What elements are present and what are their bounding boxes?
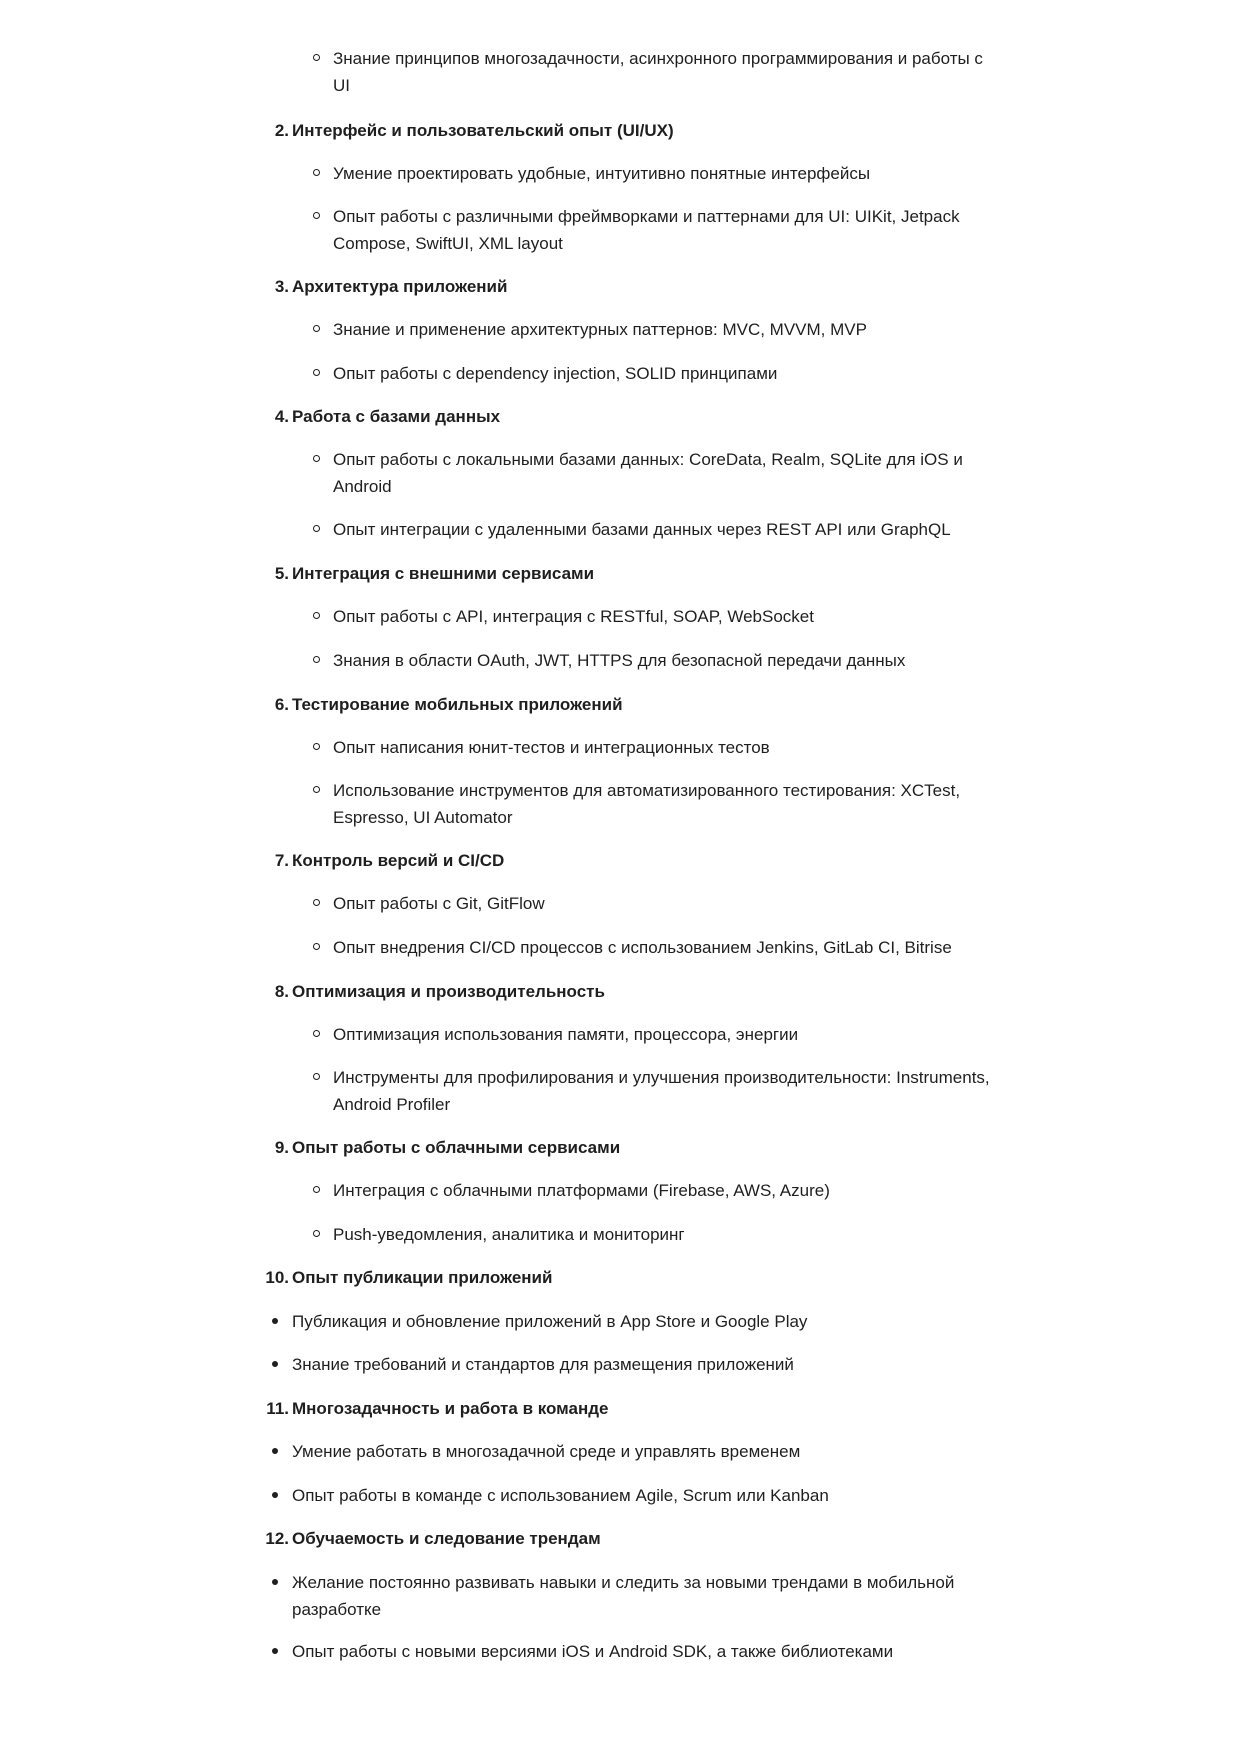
disc-bullet-icon [272, 1361, 278, 1367]
disc-bullet-icon [272, 1492, 278, 1498]
section-number: 8. [274, 982, 289, 1001]
circle-bullet-icon [313, 899, 320, 906]
section-title: Опыт публикации приложений [292, 1268, 553, 1287]
circle-bullet-icon [313, 455, 320, 462]
disc-bullet-icon [272, 1579, 278, 1585]
circle-bullet-icon [313, 943, 320, 950]
section-title: Опыт работы с облачными сервисами [292, 1138, 621, 1157]
list-item-text: Опыт написания юнит-тестов и интеграционных тестов [333, 738, 770, 757]
list-item-text: Espresso, UI Automator [333, 808, 513, 827]
section-number: 5. [274, 564, 289, 583]
section-title: Многозадачность и работа в команде [292, 1399, 609, 1418]
section-number: 2. [274, 121, 289, 140]
list-item-text: Знание и применение архитектурных паттернов: MVC, MVVM, MVP [333, 320, 867, 339]
list-item-text: UI [333, 76, 350, 95]
list-item-text: Опыт работы с новыми версиями iOS и Android SDK, а также библиотеками [292, 1642, 894, 1661]
circle-bullet-icon [313, 525, 320, 532]
list-item-text: Инструменты для профилирования и улучшения производительности: Instruments, [333, 1068, 990, 1087]
section-number: 11. [266, 1399, 289, 1418]
list-item-text: Опыт работы в команде с использованием Agile, Scrum или Kanban [292, 1486, 829, 1505]
section-title: Работа с базами данных [292, 407, 501, 426]
list-item-text: Желание постоянно развивать навыки и следить за новыми трендами в мобильной [292, 1573, 955, 1592]
list-item-text: Использование инструментов для автоматизированного тестирования: XCTest, [333, 781, 961, 800]
section-title: Обучаемость и следование трендам [292, 1529, 601, 1548]
disc-bullet-icon [272, 1448, 278, 1454]
circle-bullet-icon [313, 786, 320, 793]
circle-bullet-icon [313, 1186, 320, 1193]
section-title: Оптимизация и производительность [292, 982, 605, 1001]
disc-bullet-icon [272, 1648, 278, 1654]
list-item-text: Знание требований и стандартов для размещения приложений [292, 1355, 794, 1374]
circle-bullet-icon [313, 1030, 320, 1037]
section-number: 6. [274, 695, 289, 714]
list-item-text: Умение работать в многозадачной среде и управлять временем [292, 1442, 801, 1461]
circle-bullet-icon [313, 169, 320, 176]
circle-bullet-icon [313, 1073, 320, 1080]
circle-bullet-icon [313, 656, 320, 663]
list-item-text: Android [333, 477, 392, 496]
list-item-text: Опыт работы с локальными базами данных: CoreData, Realm, SQLite для iOS и [333, 450, 963, 469]
section-title: Интерфейс и пользовательский опыт (UI/UX) [292, 121, 674, 140]
section-number: 3. [274, 277, 289, 296]
list-item-text: Android Profiler [333, 1095, 451, 1114]
circle-bullet-icon [313, 54, 320, 61]
circle-bullet-icon [313, 325, 320, 332]
section-number: 7. [274, 851, 289, 870]
section-title: Тестирование мобильных приложений [292, 695, 623, 714]
list-item-text: разработке [292, 1600, 382, 1619]
circle-bullet-icon [313, 1230, 320, 1237]
list-item-text: Опыт интеграции с удаленными базами данных через REST API или GraphQL [333, 520, 951, 539]
list-item-text: Опыт работы с dependency injection, SOLID принципами [333, 364, 778, 383]
circle-bullet-icon [313, 212, 320, 219]
list-item-text: Опыт работы с Git, GitFlow [333, 894, 545, 913]
section-number: 10. [265, 1268, 289, 1287]
section-number: 4. [274, 407, 289, 426]
list-item-text: Push-уведомления, аналитика и мониторинг [333, 1225, 685, 1244]
section-title: Интеграция с внешними сервисами [292, 564, 595, 583]
section-number: 12. [265, 1529, 289, 1548]
list-item-text: Оптимизация использования памяти, процессора, энергии [333, 1025, 799, 1044]
section-title: Архитектура приложений [292, 277, 508, 296]
section-title: Контроль версий и CI/CD [292, 851, 505, 870]
list-item-text: Знания в области OAuth, JWT, HTTPS для безопасной передачи данных [333, 651, 906, 670]
list-item-text: Умение проектировать удобные, интуитивно понятные интерфейсы [333, 164, 871, 183]
section-number: 9. [274, 1138, 289, 1157]
circle-bullet-icon [313, 743, 320, 750]
list-item-text: Знание принципов многозадачности, асинхронного программирования и работы с [333, 49, 983, 68]
list-item-text: Опыт работы с различными фреймворками и паттернами для UI: UIKit, Jetpack [333, 207, 960, 226]
circle-bullet-icon [313, 369, 320, 376]
list-item-text: Интеграция с облачными платформами (Firebase, AWS, Azure) [333, 1181, 830, 1200]
list-item-text: Compose, SwiftUI, XML layout [333, 234, 563, 253]
list-item-text: Опыт внедрения CI/CD процессов с использованием Jenkins, GitLab CI, Bitrise [333, 938, 952, 957]
disc-bullet-icon [272, 1318, 278, 1324]
circle-bullet-icon [313, 612, 320, 619]
list-item-text: Публикация и обновление приложений в App Store и Google Play [292, 1312, 808, 1331]
list-item-text: Опыт работы с API, интеграция с RESTful, SOAP, WebSocket [333, 607, 814, 626]
